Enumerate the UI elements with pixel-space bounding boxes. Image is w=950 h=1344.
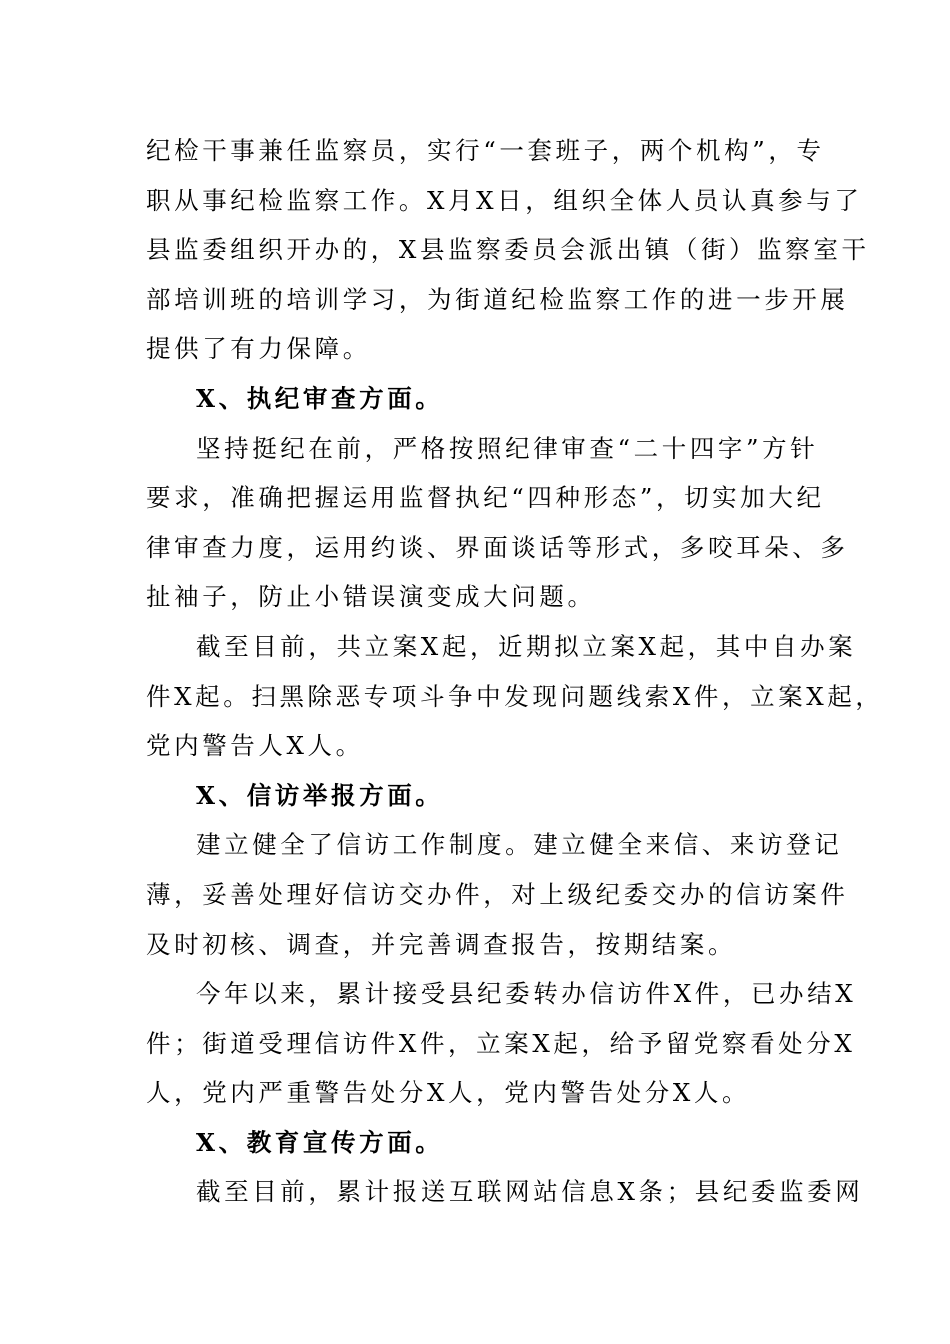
section-heading-petitions: X、信访举报方面。 (196, 780, 444, 810)
paragraph-line: 建立健全了信访工作制度。建立健全来信、来访登记 (196, 830, 843, 860)
document-body (146, 126, 884, 1217)
paragraph-line: 及时初核、调查，并完善调查报告，按期结案。 (146, 929, 737, 959)
paragraph-line: 截至目前，共立案X起，近期拟立案X起，其中自办案 (196, 631, 857, 661)
paragraph-line: 薄，妥善处理好信访交办件，对上级纪委交办的信访案件 (146, 879, 849, 909)
paragraph-line: 县监委组织开办的，X县监察委员会派出镇（街）监察室干 (146, 235, 870, 265)
paragraph-line: 要求，准确把握运用监督执纪“四种形态”，切实加大纪 (146, 483, 825, 513)
paragraph-line: 坚持挺纪在前，严格按照纪律审查“二十四字”方针 (196, 433, 819, 463)
paragraph-line: 提供了有力保障。 (146, 334, 371, 364)
section-heading-education: X、教育宣传方面。 (196, 1127, 444, 1157)
paragraph-line: 党内警告人X人。 (146, 731, 364, 761)
paragraph-line: 纪检干事兼任监察员，实行“一套班子，两个机构”，专 (146, 136, 825, 165)
paragraph-line: 今年以来，累计接受县纪委转办信访件X件，已办结X (196, 979, 857, 1009)
paragraph-line: 截至目前，累计报送互联网站信息X条；县纪委监委网 (196, 1177, 864, 1207)
paragraph-line: 律审查力度，运用约谈、界面谈话等形式，多咬耳朵、多 (146, 532, 849, 562)
paragraph-line: 部培训班的培训学习，为街道纪检监察工作的进一步开展 (146, 284, 849, 314)
paragraph-line: 人，党内严重警告处分X人，党内警告处分X人。 (146, 1078, 751, 1108)
paragraph-line: 件X起。扫黑除恶专项斗争中发现问题线索X件，立案X起， (146, 681, 884, 711)
paragraph-line: 件；街道受理信访件X件，立案X起，给予留党察看处分X (146, 1028, 856, 1058)
paragraph-line: 扯袖子，防止小错误演变成大问题。 (146, 582, 596, 612)
section-heading-discipline-review: X、执纪审查方面。 (196, 383, 444, 413)
paragraph-line: 职从事纪检监察工作。X月X日，组织全体人员认真参与了 (146, 185, 863, 215)
